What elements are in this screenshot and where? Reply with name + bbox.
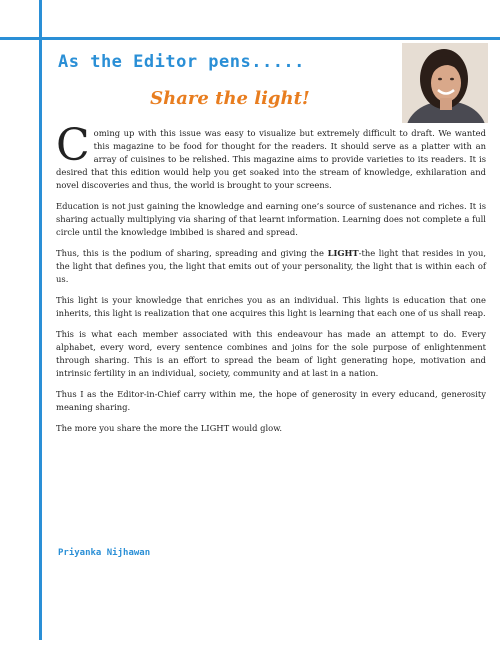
article-headline: Share the light! xyxy=(150,88,310,109)
paragraph-1-text: oming up with this issue was easy to visualize but extremely difficult to draft. We wanted this magazine to be food for thought for the readers. It should serve as a platter with an array of cuisines to be relished. This magazine aims to provide varieties to its readers. It is desired that this edition would help you get soaked into the stream of knowledge, exhilaration and novel discoveries and thus, the world is brought to your screens. xyxy=(56,128,486,190)
page-title: As the Editor pens..... xyxy=(58,52,305,72)
paragraph-5: This is what each member associated with this endeavour has made an attempt to do. Every alphabet, every word, every sentence combines and joins for the sole purpose of enlightenment through sharing. This is an effort to spread the beam of light generating hope, motivation and intrinsic fertility in an individual, society, community and at last in a nation. xyxy=(56,329,486,378)
paragraph-3-bold: LIGHT xyxy=(327,248,359,258)
paragraph-3-text-a: Thus, this is the podium of sharing, spreading and giving the xyxy=(56,248,328,258)
vertical-rule xyxy=(39,0,42,640)
article-body xyxy=(56,120,487,443)
paragraph-4: This light is your knowledge that enriches you as an individual. This lights is education that one inherits, this light is realization that one acquires this light is learning that each one of us shall reap. xyxy=(56,295,486,318)
editor-signature: Priyanka Nijhawan xyxy=(58,548,151,558)
paragraph-3-text-b: -the light that resides in you, the light that defines you, the light that emits out of your personality, the light that is within each of us. xyxy=(56,248,487,284)
paragraph-1 xyxy=(56,120,486,192)
horizontal-rule xyxy=(0,37,500,40)
paragraph-7: The more you share the more the LIGHT would glow. xyxy=(56,423,283,433)
paragraph-2: Education is not just gaining the knowledge and earning one’s source of sustenance and riches. It is sharing actually multiplying via sharing of that learnt information. Learning does not complete a full circle until the knowledge imbibed is shared and spread. xyxy=(56,201,486,237)
paragraph-3 xyxy=(56,247,486,286)
drop-cap: C xyxy=(56,120,90,171)
paragraph-6: Thus I as the Editor-in-Chief carry within me, the hope of generosity in every educand, generosity meaning sharing. xyxy=(56,389,486,412)
editor-photo xyxy=(402,43,488,123)
